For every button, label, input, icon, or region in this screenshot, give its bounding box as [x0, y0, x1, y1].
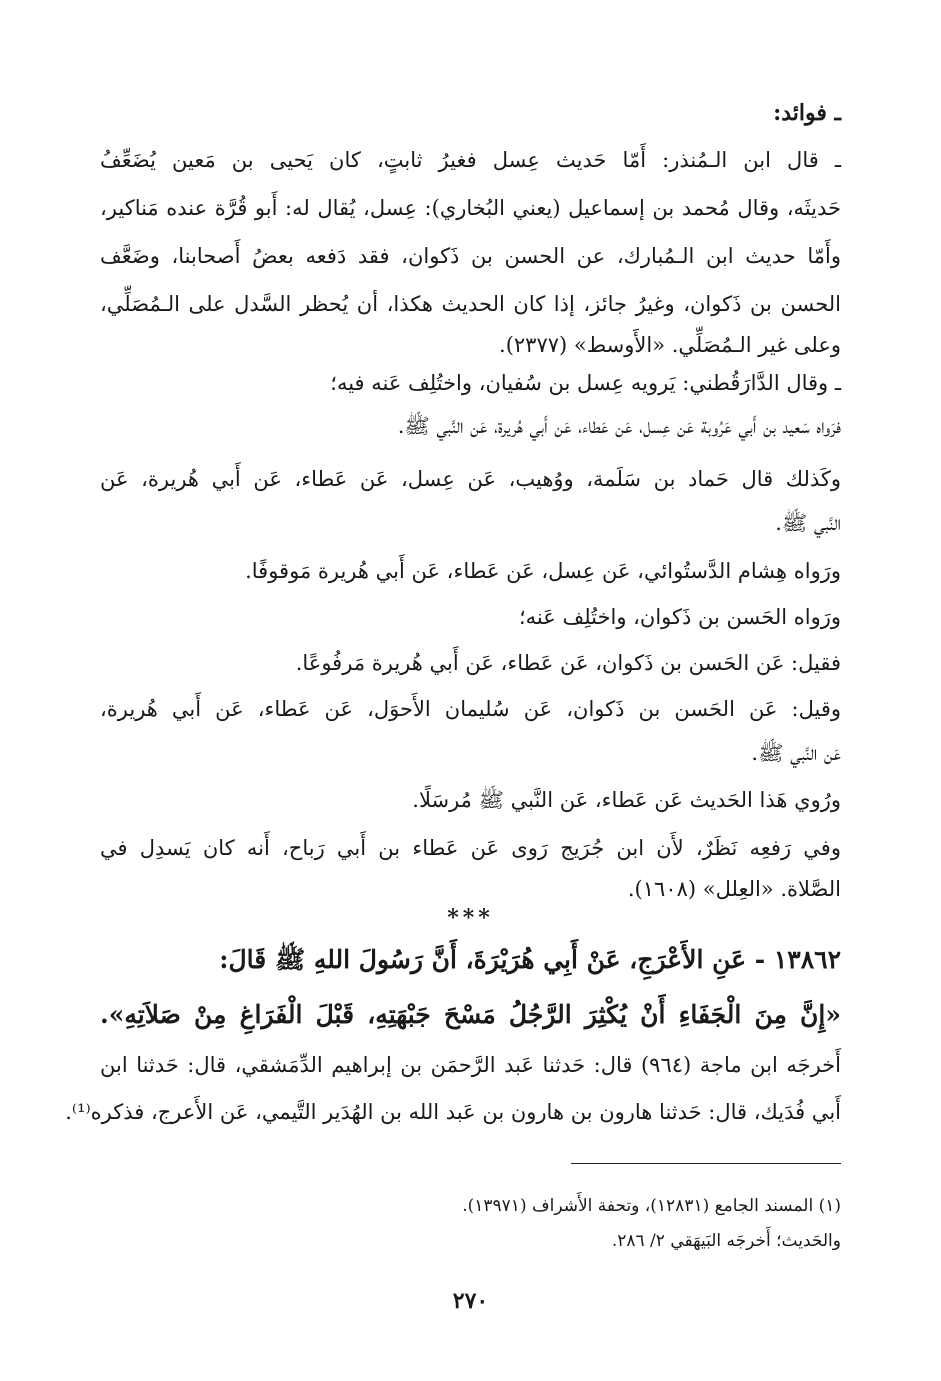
text-line: الصَّلاة. «العِلل» (١٦٠٨).: [627, 877, 841, 901]
text-line: فقيل: عَن الحَسن بن ذَكوان، عَن عَطاء، عَن أَبي هُريرة مَرفُوعًا.: [295, 651, 841, 675]
hadith-text: ١٣٨٦٢ - عَنِ الأَعْرَجِ، عَنْ أَبِي هُرَيْرَةَ، أَنَّ رَسُولَ اللهِ ﷺ قَالَ:: [219, 945, 841, 974]
section-heading: ـ فوائد:: [773, 100, 841, 126]
text-line: ورُوي هَذا الحَديث عَن عَطاء، عَن النَّبي ﷺ مُرسَلًا.: [412, 788, 841, 812]
section-separator: ***: [447, 905, 494, 931]
text-line: ـ وقال الدَّارَقُطني: يَرويه عِسل بن سُفيان، واختُلِف عَنه فيه؛: [330, 371, 841, 395]
text-line: وقيل: عَن الحَسن بن ذَكوان، عَن سُليمان الأَحوَل، عَن عَطاء، عَن أَبي هُريرة،: [100, 697, 841, 721]
page-number: ٢٧٠: [452, 1288, 489, 1314]
footnote-separator: [571, 1163, 841, 1164]
text-line: وأَمّا حديث ابن الـمُبارك، عن الحسن بن ذَكوان، فقد دَفعه بعضُ أَصحابنا، وضَعَّف: [100, 244, 841, 268]
hadith-text: «إِنَّ مِنَ الْجَفَاءِ أَنْ يُكْثِرَ الرَّجُلُ مَسْحَ جَبْهَتِهِ، قَبْلَ الْفَرَاغِ مِنْ صَلاَتِهِ».: [100, 1000, 841, 1029]
takhrij-line: أَخرجَه ابن ماجة (٩٦٤) قال: حَدثنا عَبد الرَّحمَن بن إبراهيم الدِّمَشقي، قال: حَدثنا ابن: [100, 1053, 841, 1077]
footnote: والحَديث؛ أَخرجَه البَيهَقي ٢/ ٢٨٦.: [611, 1231, 841, 1251]
text-line: فرَواه سَعيد بن أَبي عَرُوبة عَن عِسل، عَن عَطاء، عَن أَبي هُريرة، عَن النَّبي ﷺ.: [397, 414, 841, 438]
text-line: وكَذلك قال حَماد بن سَلَمة، ووُهيب، عَن عِسل، عَن عَطاء، عَن أَبي هُريرة، عَن: [100, 467, 841, 491]
footnote: (١) المسند الجامع (١٢٨٣١)، وتحفة الأَشراف (١٣٩٧١).: [462, 1196, 841, 1216]
text-line: ـ قال ابن الـمُنذر: أَمّا حَديث عِسل فغيرُ ثابتٍ، كان يَحيى بن مَعين يُضَعِّفُ: [100, 148, 841, 172]
text-line: النَّبي ﷺ.: [775, 511, 841, 535]
text-line: وفي رَفعِه نَظَرٌ، لأَن ابن جُرَيج رَوى عَن عَطاء بن أَبي رَباح، أَنه كان يَسدِل في: [100, 836, 841, 860]
text-line: وعلى غير الـمُصَلِّي. «الأَوسط» (٢٣٧٧).: [499, 333, 841, 357]
text-line: حَديثَه، وقال مُحمد بن إسماعيل (يعني البُخاري): عِسل، يُقال له: أَبو قُرَّة عنده مَناكير،: [100, 196, 841, 220]
takhrij-line: أَبي فُدَيك، قال: حَدثنا هارون بن هارون بن عَبد الله بن الهُدَير التَّيمي، عَن الأَعرج، فذكره⁽¹⁾.: [65, 1100, 841, 1124]
text-line: ورَواه الحَسن بن ذَكوان، واختُلِف عَنه؛: [519, 605, 841, 629]
text-line: الحسن بن ذَكوان، وغيرُ جائز، إذا كان الحديث هكذا، أن يُحظر السَّدل على الـمُصَلِّي،: [100, 292, 841, 316]
text-line: ورَواه هِشام الدَّستُوائي، عَن عِسل، عَن عَطاء، عَن أَبي هُريرة مَوقوفًا.: [245, 559, 841, 583]
text-line: عَن النَّبي ﷺ.: [751, 741, 841, 765]
